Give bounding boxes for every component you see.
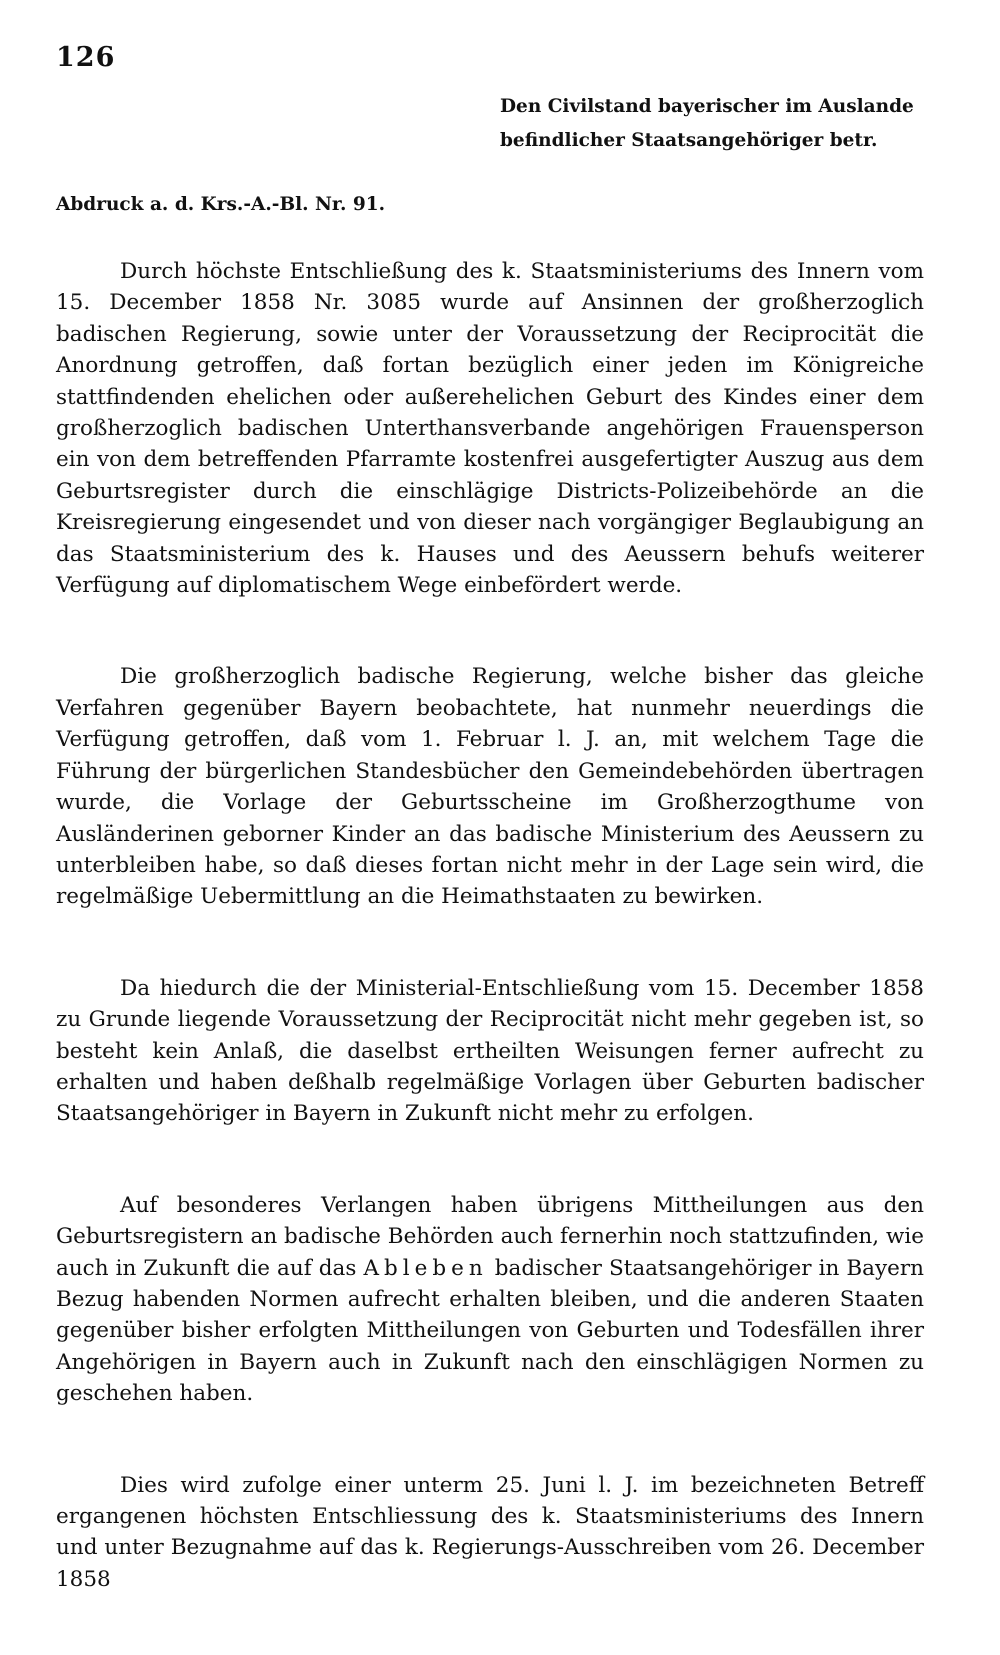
- paragraph-4: [56, 1190, 924, 1410]
- paragraph-4-before: Auf besonderes Verlangen haben übrigens Mittheilungen aus den Geburtsregistern an badische Behörden auch fernerhin noch stattzufinden, wie auch in Zukunft die auf das: [56, 1192, 924, 1281]
- subject-heading: Den Civilstand bayerischer im Auslande befindlicher Staatsangehöriger betr.: [500, 96, 914, 151]
- paragraph-5: Dies wird zufolge einer unterm 25. Juni l. J. im bezeichneten Betreff ergangenen höchsten Entschliessung des k. Staatsministeriums des Innern und unter Bezugnahme auf das k. Regierungs-Ausschreiben vom 26. December 1858: [56, 1472, 924, 1592]
- paragraph-1: Durch höchste Entschließung des k. Staatsministeriums des Innern vom 15. December 1858 Nr. 3085 wurde auf Ansinnen der großherzoglich badischen Regierung, sowie unter der Voraussetzung der Reciprocität die Anordnung getroffen, daß fortan bezüglich einer jeden im Königreiche stattfindenden ehelichen oder außerehelichen Geburt des Kindes einer dem großherzoglich badischen Unterthansverbande angehörigen Frauensperson ein von dem betreffenden Pfarramte kostenfrei ausgefertigter Auszug aus dem Geburtsregister durch die einschlägige Districts-Polizeibehörde an die Kreisregierung eingesendet und von dieser nach vorgängiger Beglaubigung an das Staatsministerium des k. Hauses und des Aeussern behufs weiterer Verfügung auf diplomatischem Wege einbefördert werde.: [56, 259, 924, 599]
- paragraph-4-after: badischer Staatsangehöriger in Bayern Bezug habenden Normen aufrecht erhalten bleiben, und die anderen Staaten gegenüber bisher erfolgten Mittheilungen von Geburten und Todesfällen ihrer Angehörigen in Bayern auch in Zukunft nach den einschlägigen Normen zu geschehen haben.: [56, 1255, 924, 1407]
- paragraph-2: Die großherzoglich badische Regierung, welche bisher das gleiche Verfahren gegenüber Bayern beobachtete, hat nunmehr neuerdings die Verfügung getroffen, daß vom 1. Februar l. J. an, mit welchem Tage die Führung der bürgerlichen Standesbücher den Gemeindebehörden übertragen wurde, die Vorlage der Geburtsscheine im Großherzogthume von Ausländerinen geborner Kinder an das badische Ministerium des Aeussern zu unterbleiben habe, so daß dieses fortan nicht mehr in der Lage sein wird, die regelmäßige Uebermittlung an die Heimathstaaten zu bewirken.: [56, 664, 924, 910]
- body-text: [56, 256, 924, 1655]
- spaced-word: Ableben: [363, 1255, 488, 1281]
- paragraph-3: Da hiedurch die der Ministerial-Entschließung vom 15. December 1858 zu Grunde liegende Voraussetzung der Reciprocität nicht mehr gegeben ist, so besteht kein Anlaß, die daselbst ertheilten Weisungen ferner aufrecht zu erhalten und haben deßhalb regelmäßige Vorlagen über Geburten badischer Staatsangehöriger in Bayern in Zukunft nicht mehr zu erfolgen.: [56, 975, 924, 1127]
- reprint-note: Abdruck a. d. Krs.-A.-Bl. Nr. 91.: [56, 194, 386, 215]
- page-number: 126: [56, 42, 116, 73]
